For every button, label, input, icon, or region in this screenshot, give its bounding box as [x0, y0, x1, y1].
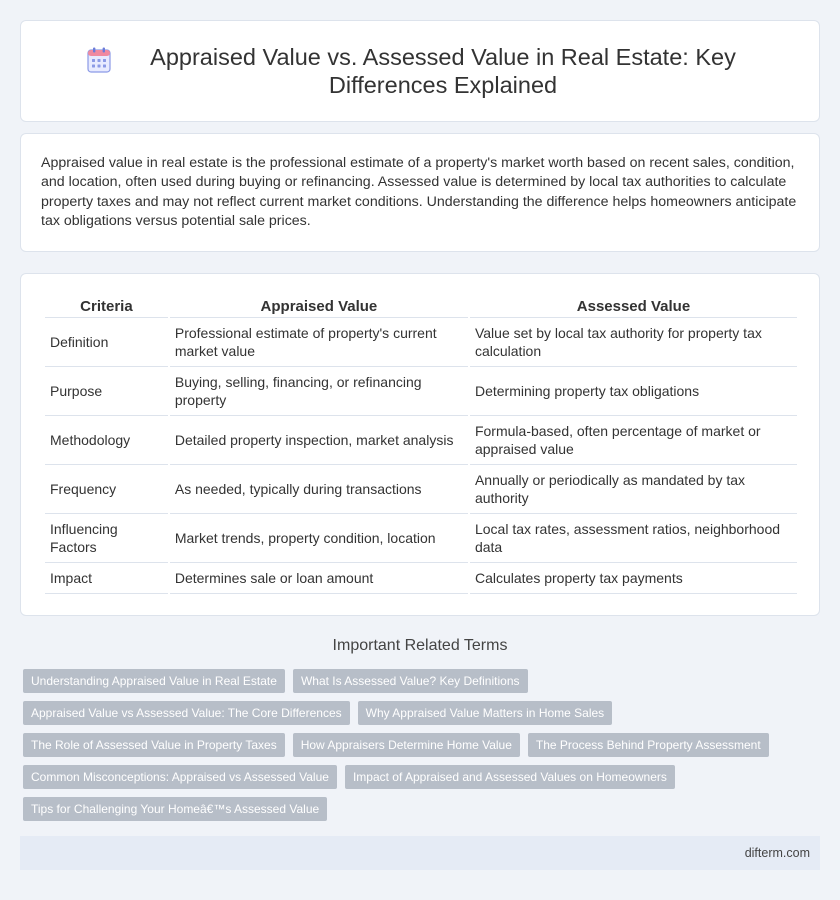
related-terms-tags [23, 669, 823, 829]
related-term-link[interactable]: Why Appraised Value Matters in Home Sales [358, 701, 613, 725]
comparison-table [43, 296, 799, 594]
tag-row [23, 797, 823, 821]
table-row [45, 563, 797, 594]
related-term-link[interactable]: Appraised Value vs Assessed Value: The Core Differences [23, 701, 350, 725]
related-term-link[interactable]: The Role of Assessed Value in Property Taxes [23, 733, 285, 757]
related-terms-title: Important Related Terms [332, 637, 508, 654]
row-appraised: Professional estimate of property's current market value [170, 318, 468, 367]
page-title: Appraised Value vs. Assessed Value in Real Estate: Key Differences Explained [150, 44, 736, 98]
related-term-link[interactable]: How Appraisers Determine Home Value [293, 733, 520, 757]
header-appraised-value: Appraised Value [170, 296, 468, 318]
table-row [45, 318, 797, 367]
row-assessed: Value set by local tax authority for property tax calculation [470, 318, 797, 367]
table-row [45, 367, 797, 416]
related-term-link[interactable]: Common Misconceptions: Appraised vs Assessed Value [23, 765, 337, 789]
row-appraised: As needed, typically during transactions [170, 465, 468, 514]
footer-site-name: difterm.com [744, 846, 810, 860]
row-criteria: Definition [45, 318, 168, 367]
row-criteria: Purpose [45, 367, 168, 416]
table-header-row [45, 296, 797, 318]
row-criteria: Methodology [45, 416, 168, 465]
related-term-link[interactable]: Tips for Challenging Your Homeâ€™s Assessed Value [23, 797, 327, 821]
row-appraised: Market trends, property condition, location [170, 514, 468, 563]
row-assessed: Local tax rates, assessment ratios, neighborhood data [470, 514, 797, 563]
comparison-table-card [20, 273, 820, 616]
related-term-link[interactable]: What Is Assessed Value? Key Definitions [293, 669, 528, 693]
table-row [45, 465, 797, 514]
tag-row [23, 765, 823, 789]
calendar-icon [87, 47, 111, 73]
intro-card [20, 133, 820, 252]
header-card [20, 20, 820, 122]
table-row [45, 416, 797, 465]
header-inner [70, 43, 770, 99]
row-assessed: Determining property tax obligations [470, 367, 797, 416]
intro-text: Appraised value in real estate is the professional estimate of a property's market worth based on recent sales, condition, and location, often used during buying or refinancing. Assessed value is determined by local tax authorities to calculate property taxes and may not reflect current market conditions. Understanding the difference helps homeowners anticipate tax obligations versus potential sale prices. [41, 155, 797, 229]
header-criteria: Criteria [45, 296, 168, 318]
row-appraised: Determines sale or loan amount [170, 563, 468, 594]
header-assessed-value: Assessed Value [470, 296, 797, 318]
table-row [45, 514, 797, 563]
row-appraised: Buying, selling, financing, or refinancing property [170, 367, 468, 416]
row-criteria: Frequency [45, 465, 168, 514]
row-criteria: Influencing Factors [45, 514, 168, 563]
related-term-link[interactable]: Understanding Appraised Value in Real Estate [23, 669, 285, 693]
tag-row [23, 733, 823, 757]
row-assessed: Calculates property tax payments [470, 563, 797, 594]
row-appraised: Detailed property inspection, market analysis [170, 416, 468, 465]
row-assessed: Formula-based, often percentage of market or appraised value [470, 416, 797, 465]
footer [20, 836, 820, 870]
tag-row [23, 701, 823, 725]
related-term-link[interactable]: Impact of Appraised and Assessed Values on Homeowners [345, 765, 675, 789]
row-assessed: Annually or periodically as mandated by tax authority [470, 465, 797, 514]
row-criteria: Impact [45, 563, 168, 594]
tag-row [23, 669, 823, 693]
related-term-link[interactable]: The Process Behind Property Assessment [528, 733, 769, 757]
